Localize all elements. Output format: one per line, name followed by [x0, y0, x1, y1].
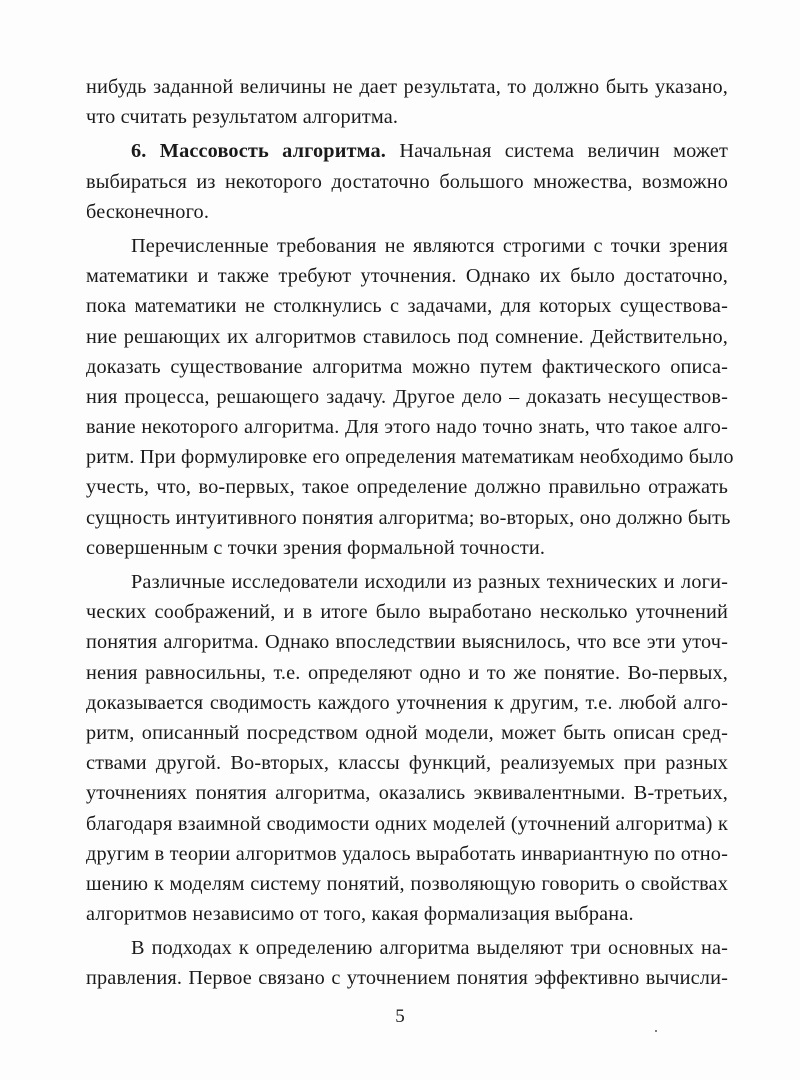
page-number: 5	[395, 1006, 405, 1027]
text-line: сущность интуитивного понятия алгоритма; во-вторых, оно должно быть	[86, 506, 731, 529]
text-line: понятия алгоритма. Однако впоследствии выяснилось, что все эти уточ-	[86, 631, 728, 654]
text-line: благодаря взаимной сводимости одних моделей (уточнений алгоритма) к	[86, 812, 728, 835]
text-line: что считать результатом алгоритма.	[86, 106, 399, 129]
text-line: ритм, описанный посредством одной модели, может быть описан сред-	[86, 721, 728, 744]
text-line: учесть, что, во-первых, такое определение должно правильно отражать	[86, 476, 728, 499]
text-line: нибудь заданной величины не дает результата, то должно быть указано,	[86, 76, 728, 98]
text-line: ние решающих их алгоритмов ставилось под сомнение. Действительно,	[86, 325, 728, 348]
text-line: шению к моделям систему понятий, позволяющую говорить о свойствах	[86, 872, 728, 895]
paragraph-first-line: Различные исследователи исходили из разных технических и логи-	[131, 571, 728, 593]
item-6-label: 6. Массовость алгоритма.	[131, 140, 387, 163]
text-line: ритм. При формулировке его определения математикам необходимо было	[86, 446, 734, 469]
text-line: математики и также требуют уточнения. Однако их было достаточно,	[86, 265, 728, 288]
paragraph-first-line: Перечисленные требования не являются строгими с точки зрения	[131, 234, 728, 257]
text-line: ния процесса, решающего задачу. Другое дело – доказать несуществов-	[86, 385, 728, 408]
text-line: другим в теории алгоритмов удалось выработать инвариантную по отно-	[86, 842, 728, 865]
text-line: правления. Первое связано с уточнением понятия эффективно вычисли-	[86, 967, 728, 990]
text-line: уточнениях понятия алгоритма, оказались эквивалентными. В-третьих,	[86, 782, 728, 805]
text-line: вание некоторого алгоритма. Для этого надо точно знать, что такое алго-	[86, 416, 728, 439]
text-line: пока математики не столкнулись с задачами, для которых существова-	[86, 295, 728, 318]
item-6-heading-line	[86, 136, 728, 166]
text-line: бесконечного.	[86, 200, 210, 223]
text-line: совершенным с точки зрения формальной точности.	[86, 536, 546, 559]
paragraph-first-line: В подходах к определению алгоритма выделяют три основных на-	[131, 937, 728, 960]
item-6-text: Начальная система величин может	[399, 140, 728, 163]
text-line: доказывается сводимость каждого уточнения к другим, т.е. любой алго-	[86, 691, 728, 714]
text-line: нения равносильны, т.е. определяют одно и то же понятие. Во-первых,	[86, 661, 728, 684]
text-line: ствами другой. Во-вторых, классы функций, реализуемых при разных	[86, 752, 728, 775]
body-text	[86, 72, 734, 994]
scan-speck	[655, 1030, 657, 1032]
text-line: доказать существование алгоритма можно путем фактического описа-	[86, 355, 728, 378]
text-line: выбираться из некоторого достаточно большого множества, возможно	[86, 170, 728, 193]
text-line: ческих соображений, и в итоге было выработано несколько уточнений	[86, 601, 728, 624]
text-line: алгоритмов независимо от того, какая формализация выбрана.	[86, 903, 634, 926]
